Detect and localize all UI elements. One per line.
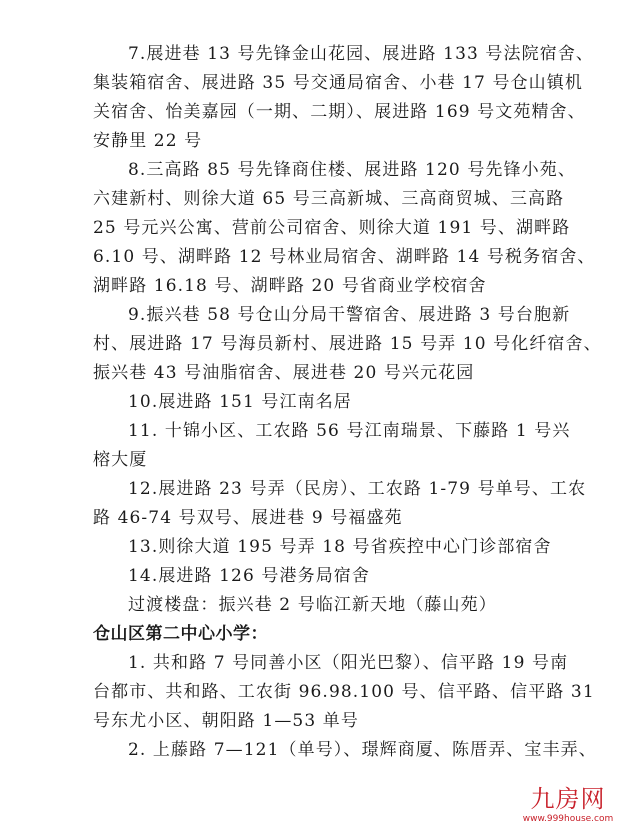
text-line: 8.三高路 85 号先锋商住楼、展进路 120 号先锋小苑、: [128, 160, 576, 180]
section-heading: 仓山区第二中心小学：: [93, 624, 268, 644]
text-line: 路 46-74 号双号、展进巷 9 号福盛苑: [93, 508, 403, 528]
text-line: 六建新村、则徐大道 65 号三高新城、三高商贸城、三高路: [93, 189, 565, 209]
text-line: 关宿舍、怡美嘉园（一期、二期）、展进路 169 号文苑精舍、: [93, 102, 586, 122]
logo-icon: 九房网: [530, 785, 606, 813]
text-line: 村、展进路 17 号海员新村、展进路 15 号弄 10 号化纤宿舍、: [93, 334, 602, 354]
text-line: 1. 共和路 7 号同善小区（阳光巴黎）、信平路 19 号南: [128, 653, 569, 673]
text-line: 9.振兴巷 58 号仓山分局干警宿舍、展进路 3 号台胞新: [128, 305, 571, 325]
text-line: 10.展进路 151 号江南名居: [128, 392, 352, 412]
text-line: 2. 上藤路 7—121（单号）、璟辉商厦、陈厝弄、宝丰弄、: [128, 740, 597, 760]
text-line: 12.展进路 23 号弄（民房）、工农路 1-79 号单号、工农: [128, 479, 587, 499]
text-line: 台都市、共和路、工农街 96.98.100 号、信平路、信平路 31: [93, 682, 595, 702]
text-line: 榕大厦: [93, 450, 148, 470]
text-line: 湖畔路 16.18 号、湖畔路 20 号省商业学校宿舍: [93, 276, 487, 296]
text-line: 11. 十锦小区、工农路 56 号江南瑞景、下藤路 1 号兴: [128, 421, 571, 441]
text-line: 振兴巷 43 号油脂宿舍、展进巷 20 号兴元花园: [93, 363, 475, 383]
text-line: 14.展进路 126 号港务局宿舍: [128, 566, 370, 586]
text-line: 安静里 22 号: [93, 131, 203, 151]
document-page: [93, 40, 602, 765]
text-line: 7.展进巷 13 号先锋金山花园、展进路 133 号法院宿舍、: [128, 44, 595, 64]
text-line: 25 号元兴公寓、营前公司宿舍、则徐大道 191 号、湖畔路: [93, 218, 571, 238]
text-line: 号东尤小区、朝阳路 1—53 单号: [93, 711, 359, 731]
text-line: 13.则徐大道 195 号弄 18 号省疾控中心门诊部宿舍: [128, 537, 552, 557]
logo-url: www.999house.com: [522, 814, 614, 824]
text-line: 集装箱宿舍、展进路 35 号交通局宿舍、小巷 17 号仓山镇机: [93, 73, 583, 93]
text-line: 6.10 号、湖畔路 12 号林业局宿舍、湖畔路 14 号税务宿舍、: [93, 247, 596, 267]
text-line: 过渡楼盘：振兴巷 2 号临江新天地（藤山苑）: [128, 595, 497, 615]
watermark-logo: [518, 786, 618, 832]
